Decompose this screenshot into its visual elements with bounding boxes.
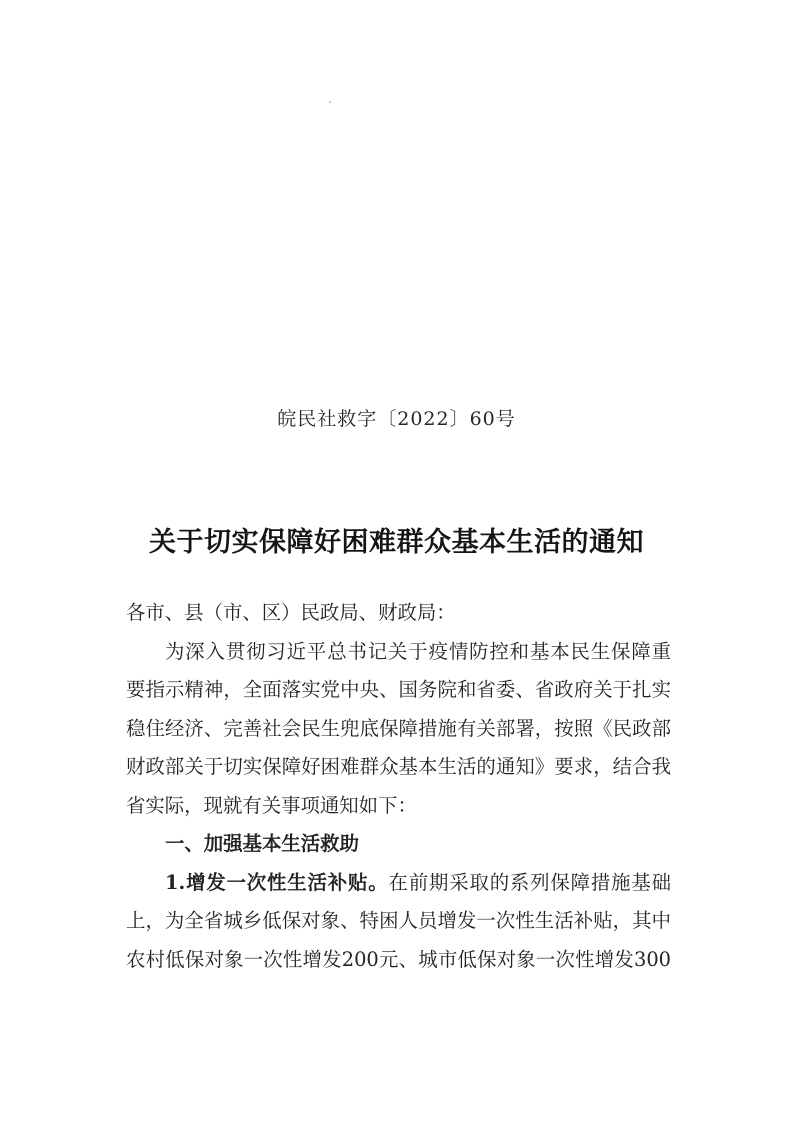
document-body: [126, 594, 671, 979]
scan-speck: [329, 101, 331, 103]
item1-line-3: 农村低保对象一次性增发200元、城市低保对象一次性增发300: [126, 947, 671, 971]
item1-lead: 1.增发一次性生活补贴。: [165, 870, 389, 894]
intro-line-3: 稳住经济、完善社会民生兜底保障措施有关部署，按照《民政部: [126, 716, 671, 740]
intro-line-5: 省实际，现就有关事项通知如下：: [126, 793, 417, 817]
document-number: 皖民社救字〔2022〕60号: [277, 408, 516, 430]
document-title: 关于切实保障好困难群众基本生活的通知: [149, 527, 644, 558]
addressee-line: 各市、县（市、区）民政局、财政局：: [126, 601, 456, 624]
intro-line-1: 为深入贯彻习近平总书记关于疫情防控和基本民生保障重: [165, 639, 671, 663]
intro-line-4: 财政部关于切实保障好困难群众基本生活的通知》要求，结合我: [126, 755, 671, 778]
item1-line-1-text: 在前期采取的系列保障措施基础: [388, 870, 671, 894]
item1-line-2: 上，为全省城乡低保对象、特困人员增发一次性生活补贴，其中: [126, 909, 671, 932]
item1-line-1: [126, 864, 671, 903]
section-heading: 一、加强基本生活救助: [165, 832, 359, 855]
intro-line-2: 要指示精神，全面落实党中央、国务院和省委、省政府关于扎实: [126, 678, 671, 701]
